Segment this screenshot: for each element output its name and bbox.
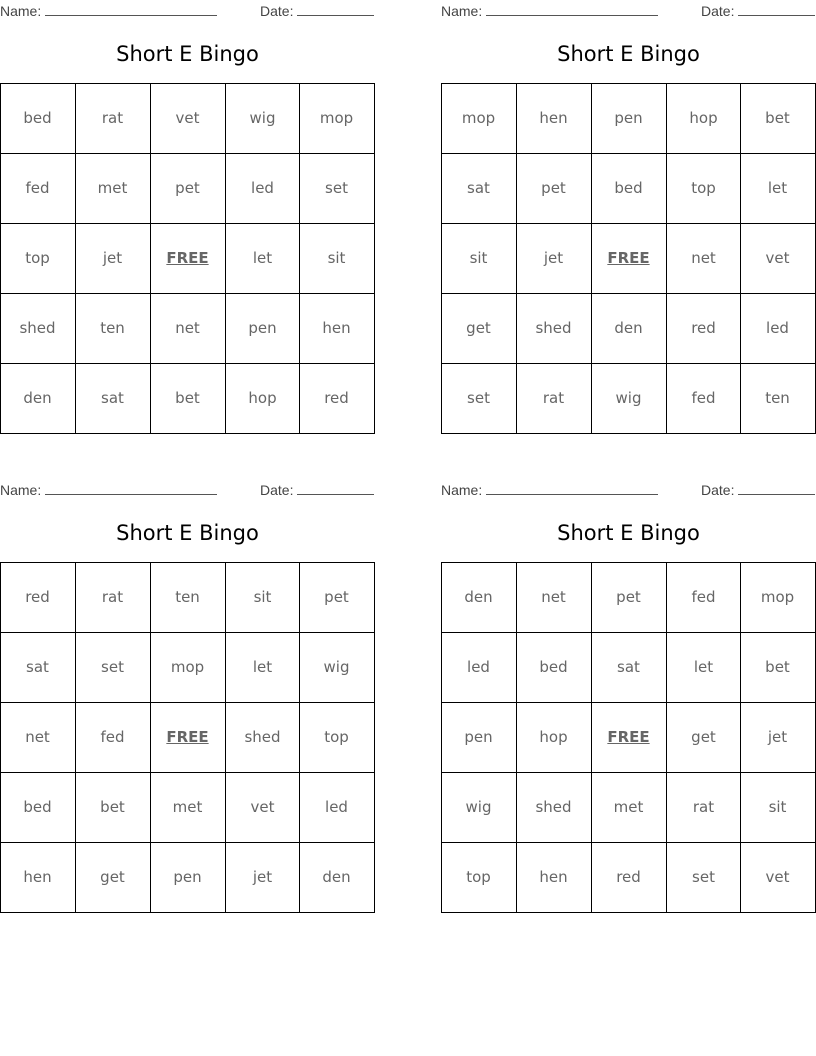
card-title: Short E Bingo (116, 42, 259, 66)
bingo-cell: ten (765, 389, 790, 407)
bingo-cell: sit (768, 798, 787, 816)
grid-line (441, 912, 816, 913)
date-field (260, 482, 374, 498)
bingo-cell: set (467, 389, 490, 407)
bingo-cell: get (466, 319, 491, 337)
bingo-cell: sit (253, 588, 272, 606)
bingo-card (441, 479, 816, 913)
bingo-cell: vet (765, 868, 790, 886)
bingo-cell: top (25, 249, 50, 267)
bingo-cell: hop (248, 389, 277, 407)
bingo-cell: sit (469, 249, 488, 267)
bingo-cell: top (466, 868, 491, 886)
bingo-cell: bed (23, 109, 52, 127)
bingo-cell: net (541, 588, 566, 606)
bingo-cell: mop (170, 658, 205, 676)
bingo-cell: shed (19, 319, 56, 337)
bingo-cell: hen (539, 868, 568, 886)
bingo-cell: hen (23, 868, 52, 886)
name-blank-line (45, 483, 217, 495)
bingo-cell: fed (691, 588, 716, 606)
bingo-cell: top (324, 728, 349, 746)
bingo-grid (0, 562, 375, 913)
bingo-cell: let (693, 658, 714, 676)
bingo-cell: ten (175, 588, 200, 606)
bingo-cell: pen (464, 728, 493, 746)
bingo-cell: let (252, 249, 273, 267)
free-space: FREE (607, 249, 650, 267)
bingo-cell: pet (324, 588, 349, 606)
bingo-cell: den (614, 319, 643, 337)
bingo-cell: bed (23, 798, 52, 816)
date-label: Date: (701, 3, 735, 19)
bingo-cell: rat (542, 389, 565, 407)
bingo-cell: let (767, 179, 788, 197)
bingo-cell: rat (101, 109, 124, 127)
bingo-cell: ten (100, 319, 125, 337)
name-blank-line (45, 4, 217, 16)
bingo-card (0, 479, 375, 913)
bingo-cell: pen (248, 319, 277, 337)
bingo-cell: met (97, 179, 128, 197)
bingo-cell: pet (616, 588, 641, 606)
bingo-cell: led (766, 319, 789, 337)
bingo-cell: bet (100, 798, 125, 816)
bingo-cell: den (322, 868, 351, 886)
free-space: FREE (166, 728, 209, 746)
bingo-cell: led (467, 658, 490, 676)
name-field (0, 482, 217, 498)
bingo-cell: get (691, 728, 716, 746)
date-label: Date: (701, 482, 735, 498)
bingo-cell: hop (689, 109, 718, 127)
grid-line (0, 912, 375, 913)
bingo-cell: fed (100, 728, 125, 746)
bingo-cell: fed (691, 389, 716, 407)
bingo-cell: pen (614, 109, 643, 127)
bingo-cell: get (100, 868, 125, 886)
date-blank-line (297, 483, 374, 495)
bingo-cell: wig (323, 658, 350, 676)
bingo-cell: red (691, 319, 716, 337)
name-label: Name: (0, 3, 42, 19)
bingo-cell: let (252, 658, 273, 676)
grid-line (374, 83, 375, 434)
bingo-cell: bed (614, 179, 643, 197)
bingo-cell: set (325, 179, 348, 197)
bingo-cell: jet (767, 728, 788, 746)
bingo-cell: red (25, 588, 50, 606)
bingo-cell: bet (765, 109, 790, 127)
bingo-cell: pet (175, 179, 200, 197)
name-field (441, 482, 658, 498)
name-label: Name: (0, 482, 42, 498)
bingo-cell: sat (101, 389, 124, 407)
bingo-cell: jet (102, 249, 123, 267)
bingo-card (441, 0, 816, 434)
bingo-cell: jet (543, 249, 564, 267)
bingo-grid (0, 83, 375, 434)
bingo-cell: hen (539, 109, 568, 127)
bingo-cell: bed (539, 658, 568, 676)
card-title: Short E Bingo (557, 521, 700, 545)
bingo-grid (441, 562, 816, 913)
bingo-cell: hen (322, 319, 351, 337)
bingo-cell: jet (252, 868, 273, 886)
bingo-cell: met (613, 798, 644, 816)
bingo-cell: rat (692, 798, 715, 816)
bingo-cell: pen (173, 868, 202, 886)
bingo-cell: mop (461, 109, 496, 127)
bingo-cell: shed (244, 728, 281, 746)
name-label: Name: (441, 3, 483, 19)
bingo-cell: fed (25, 179, 50, 197)
card-title: Short E Bingo (557, 42, 700, 66)
name-blank-line (486, 483, 658, 495)
bingo-cell: set (101, 658, 124, 676)
name-field (441, 3, 658, 19)
grid-line (374, 562, 375, 913)
bingo-cell: wig (615, 389, 642, 407)
bingo-cell: hop (539, 728, 568, 746)
bingo-cell: sat (467, 179, 490, 197)
date-blank-line (297, 4, 374, 16)
bingo-cell: vet (765, 249, 790, 267)
bingo-cell: shed (535, 319, 572, 337)
bingo-cell: red (324, 389, 349, 407)
date-blank-line (738, 483, 815, 495)
bingo-cell: pet (541, 179, 566, 197)
bingo-cell: led (325, 798, 348, 816)
card-title: Short E Bingo (116, 521, 259, 545)
date-blank-line (738, 4, 815, 16)
free-space: FREE (607, 728, 650, 746)
bingo-cell: wig (249, 109, 276, 127)
bingo-card (0, 0, 375, 434)
bingo-cell: led (251, 179, 274, 197)
bingo-cell: bet (175, 389, 200, 407)
bingo-cell: net (691, 249, 716, 267)
date-label: Date: (260, 3, 294, 19)
date-field (701, 3, 815, 19)
date-field (260, 3, 374, 19)
bingo-cell: den (464, 588, 493, 606)
name-label: Name: (441, 482, 483, 498)
bingo-cell: sit (327, 249, 346, 267)
bingo-cell: rat (101, 588, 124, 606)
bingo-cell: mop (319, 109, 354, 127)
grid-line (0, 433, 375, 434)
bingo-cell: net (25, 728, 50, 746)
bingo-cell: sat (26, 658, 49, 676)
date-field (701, 482, 815, 498)
date-label: Date: (260, 482, 294, 498)
free-space: FREE (166, 249, 209, 267)
bingo-cell: net (175, 319, 200, 337)
bingo-cell: met (172, 798, 203, 816)
bingo-cell: red (616, 868, 641, 886)
bingo-cell: top (691, 179, 716, 197)
bingo-cell: shed (535, 798, 572, 816)
bingo-cell: wig (465, 798, 492, 816)
bingo-cell: vet (175, 109, 200, 127)
name-blank-line (486, 4, 658, 16)
bingo-cell: sat (617, 658, 640, 676)
bingo-cell: den (23, 389, 52, 407)
bingo-cell: vet (250, 798, 275, 816)
bingo-cell: bet (765, 658, 790, 676)
grid-line (441, 433, 816, 434)
bingo-grid (441, 83, 816, 434)
bingo-cell: mop (760, 588, 795, 606)
bingo-cell: set (692, 868, 715, 886)
name-field (0, 3, 217, 19)
